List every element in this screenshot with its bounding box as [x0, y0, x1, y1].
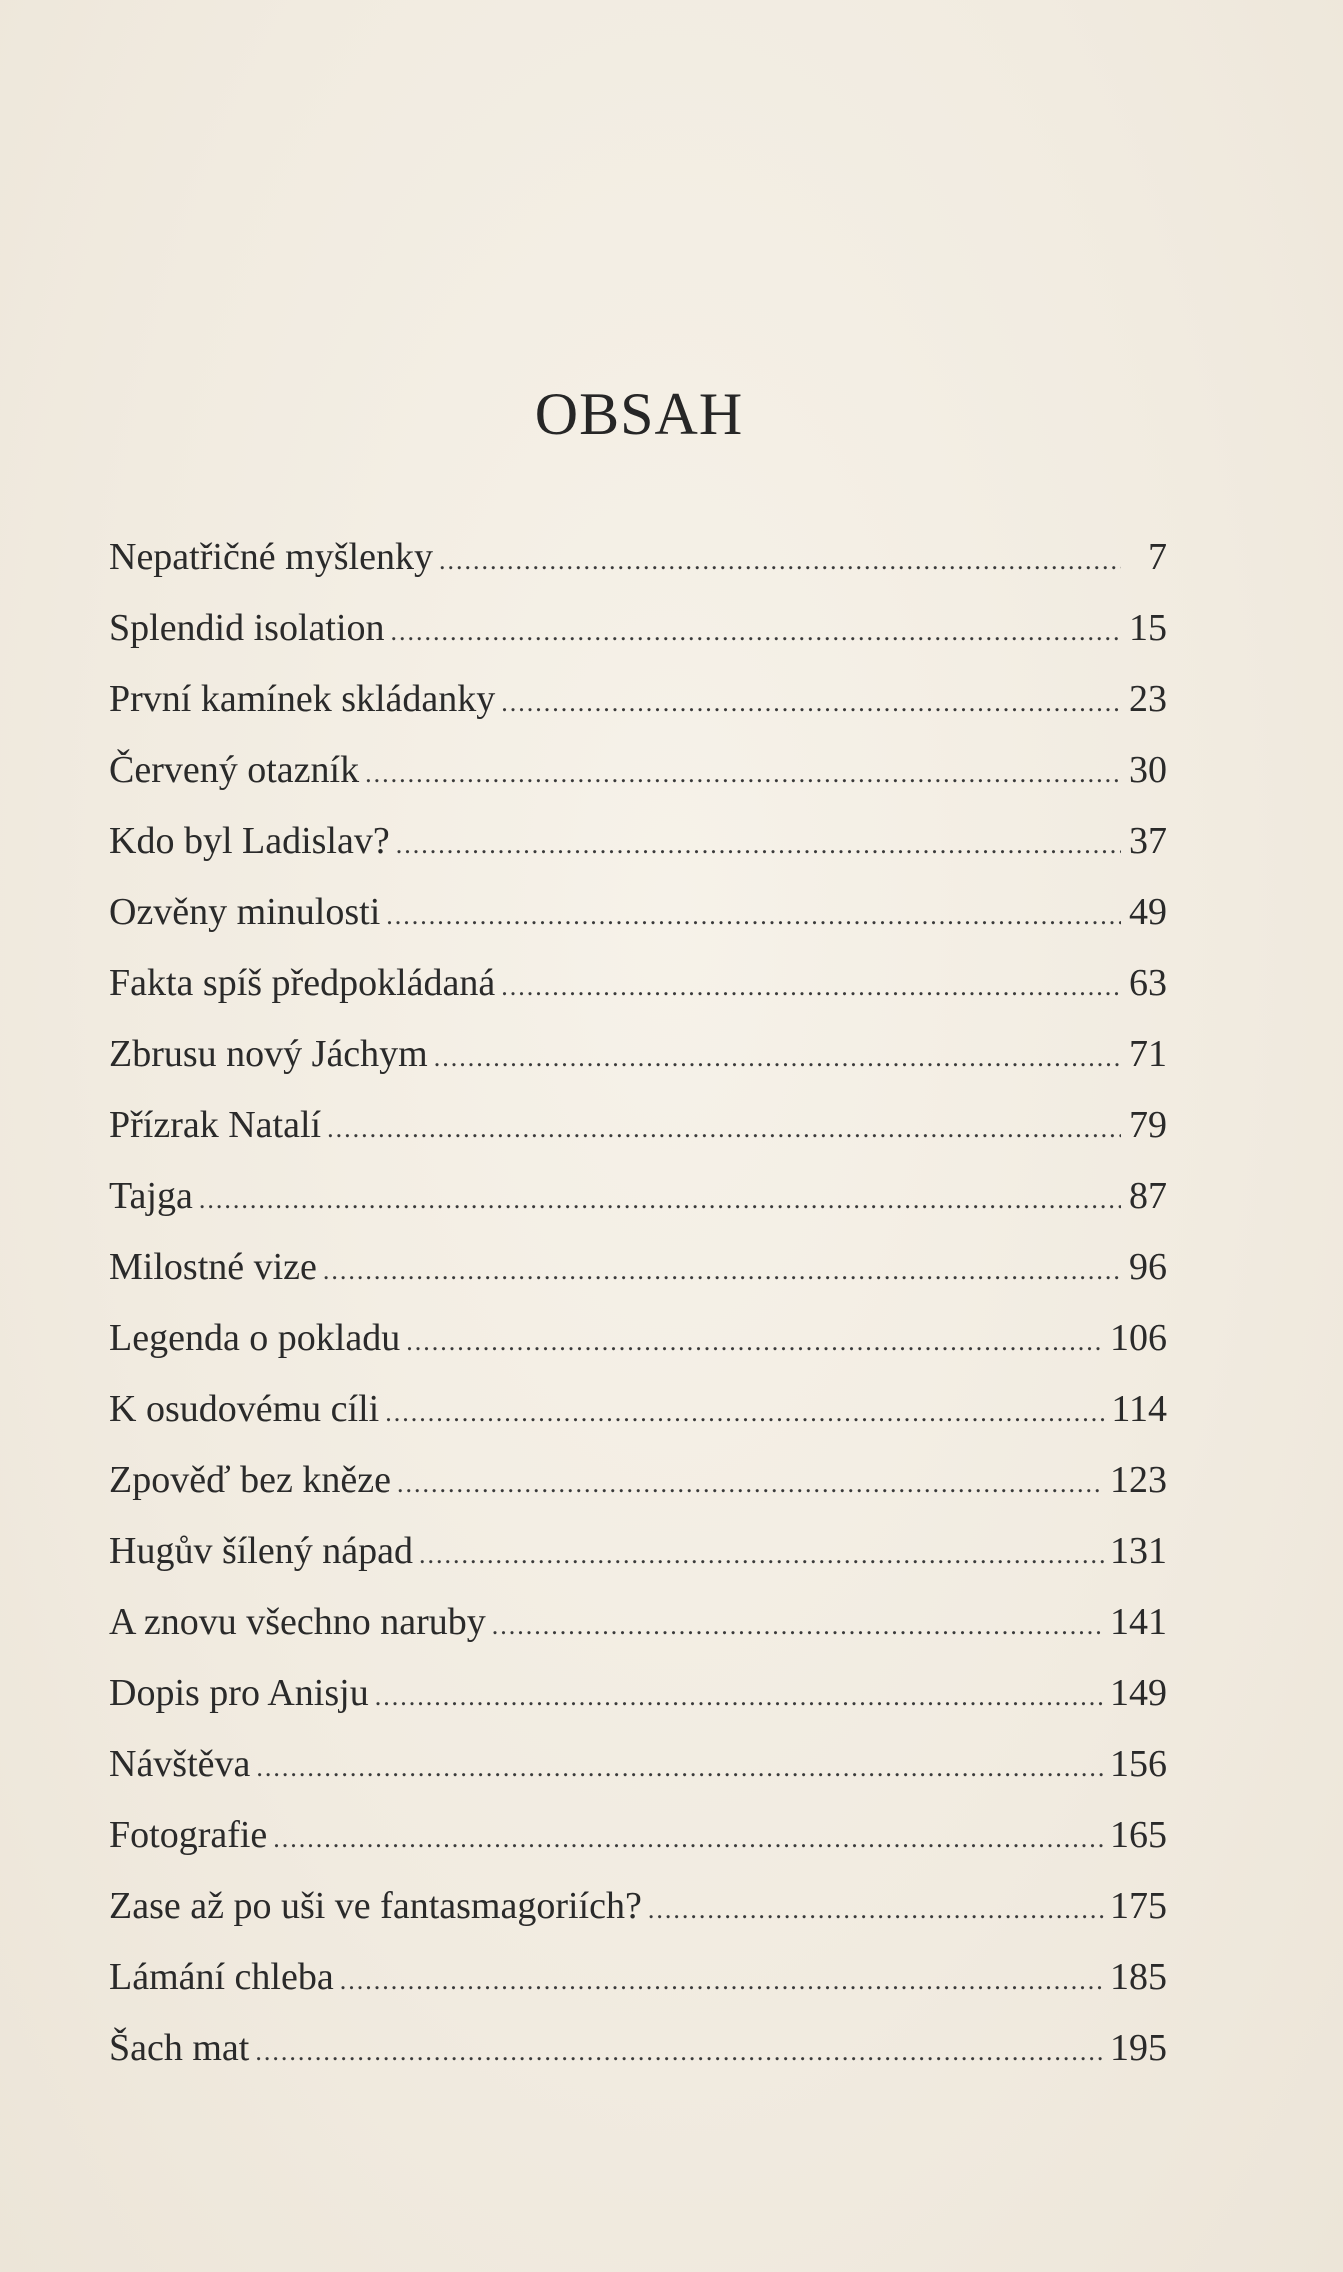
dot-leader: [255, 2016, 1104, 2087]
toc-entry: [109, 1658, 1167, 1729]
toc-entry-title: Ozvěny minulosti: [109, 891, 381, 933]
dot-leader: [340, 1945, 1104, 2016]
toc-entry-page: 23: [1129, 678, 1167, 720]
toc-entry: [109, 593, 1167, 664]
toc-entry-page: 106: [1110, 1317, 1167, 1359]
toc-entry: [109, 1729, 1167, 1800]
toc-entry: [109, 1090, 1167, 1161]
toc-entry-title: Tajga: [109, 1175, 193, 1217]
toc-entry-title: Dopis pro Anisju: [109, 1672, 369, 1714]
dot-leader: [434, 1022, 1121, 1093]
toc-entry: [109, 1232, 1167, 1303]
toc-entry: [109, 1161, 1167, 1232]
toc-entry: [109, 2013, 1167, 2084]
toc-entry-title: Legenda o pokladu: [109, 1317, 401, 1359]
dot-leader: [501, 951, 1121, 1022]
toc-entry-title: Přízrak Natalí: [109, 1104, 322, 1146]
toc-entry-page: 49: [1129, 891, 1167, 933]
toc-entry: [109, 735, 1167, 806]
toc-entry-page: 149: [1110, 1672, 1167, 1714]
toc-entry: [109, 1587, 1167, 1658]
dot-leader: [501, 667, 1121, 738]
dot-leader: [273, 1803, 1104, 1874]
toc-entry: [109, 1942, 1167, 2013]
toc-entry-page: 123: [1110, 1459, 1167, 1501]
toc-entry-page: 131: [1110, 1530, 1167, 1572]
toc-entry: [109, 664, 1167, 735]
dot-leader: [386, 880, 1121, 951]
toc-entry: [109, 1516, 1167, 1587]
toc-entry: [109, 806, 1167, 877]
toc-entry-page: 185: [1110, 1956, 1167, 1998]
toc-entry-page: 141: [1110, 1601, 1167, 1643]
dot-leader: [385, 1377, 1105, 1448]
toc-entry-page: 87: [1129, 1175, 1167, 1217]
dot-leader: [375, 1661, 1104, 1732]
toc-entry-page: 165: [1110, 1814, 1167, 1856]
dot-leader: [391, 596, 1122, 667]
toc-entry-page: 96: [1129, 1246, 1167, 1288]
toc-entry-page: 37: [1129, 820, 1167, 862]
toc-entry-page: 156: [1110, 1743, 1167, 1785]
dot-leader: [397, 1448, 1104, 1519]
toc-entry-title: Zpověď bez kněze: [109, 1459, 391, 1501]
toc-entry-page: 71: [1129, 1033, 1167, 1075]
toc-entry: [109, 1303, 1167, 1374]
toc-entry: [109, 1800, 1167, 1871]
toc-entry-title: Splendid isolation: [109, 607, 385, 649]
toc-entry-title: Lámání chleba: [109, 1956, 334, 1998]
toc-entry: [109, 522, 1167, 593]
table-of-contents: [109, 522, 1167, 2084]
toc-entry-title: Nepatřičné myšlenky: [109, 536, 433, 578]
toc-entry-page: 15: [1129, 607, 1167, 649]
toc-entry-page: 7: [1148, 536, 1167, 578]
toc-entry-title: První kamínek skládanky: [109, 678, 496, 720]
toc-entry-title: A znovu všechno naruby: [109, 1601, 486, 1643]
toc-entry: [109, 1019, 1167, 1090]
toc-entry: [109, 1374, 1167, 1445]
dot-leader: [199, 1164, 1121, 1235]
toc-entry-title: Šach mat: [109, 2027, 250, 2069]
dot-leader: [648, 1874, 1104, 1945]
toc-entry-page: 79: [1129, 1104, 1167, 1146]
toc-entry-title: Zbrusu nový Jáchym: [109, 1033, 428, 1075]
toc-entry: [109, 948, 1167, 1019]
dot-leader: [406, 1306, 1104, 1377]
toc-entry: [109, 1871, 1167, 1942]
toc-entry-title: Milostné vize: [109, 1246, 317, 1288]
dot-leader: [327, 1093, 1121, 1164]
dot-leader: [365, 738, 1121, 809]
toc-entry-title: Hugův šílený nápad: [109, 1530, 413, 1572]
toc-entry: [109, 877, 1167, 948]
toc-entry-title: Kdo byl Ladislav?: [109, 820, 390, 862]
dot-leader: [323, 1235, 1121, 1306]
dot-leader: [439, 525, 1121, 596]
dot-leader: [419, 1519, 1104, 1590]
dot-leader: [396, 809, 1121, 880]
toc-entry-page: 30: [1129, 749, 1167, 791]
toc-entry-title: Fotografie: [109, 1814, 268, 1856]
toc-entry-title: Fakta spíš předpokládaná: [109, 962, 496, 1004]
toc-entry-title: Návštěva: [109, 1743, 251, 1785]
toc-entry: [109, 1445, 1167, 1516]
page-title: OBSAH: [534, 381, 744, 447]
toc-entry-title: Červený otazník: [109, 749, 360, 791]
toc-entry-page: 114: [1111, 1388, 1167, 1430]
dot-leader: [256, 1732, 1104, 1803]
toc-entry-title: Zase až po uši ve fantasmagoriích?: [109, 1885, 642, 1927]
toc-entry-page: 175: [1110, 1885, 1167, 1927]
dot-leader: [492, 1590, 1104, 1661]
toc-entry-page: 63: [1129, 962, 1167, 1004]
toc-entry-page: 195: [1110, 2027, 1167, 2069]
toc-entry-title: K osudovému cíli: [109, 1388, 380, 1430]
